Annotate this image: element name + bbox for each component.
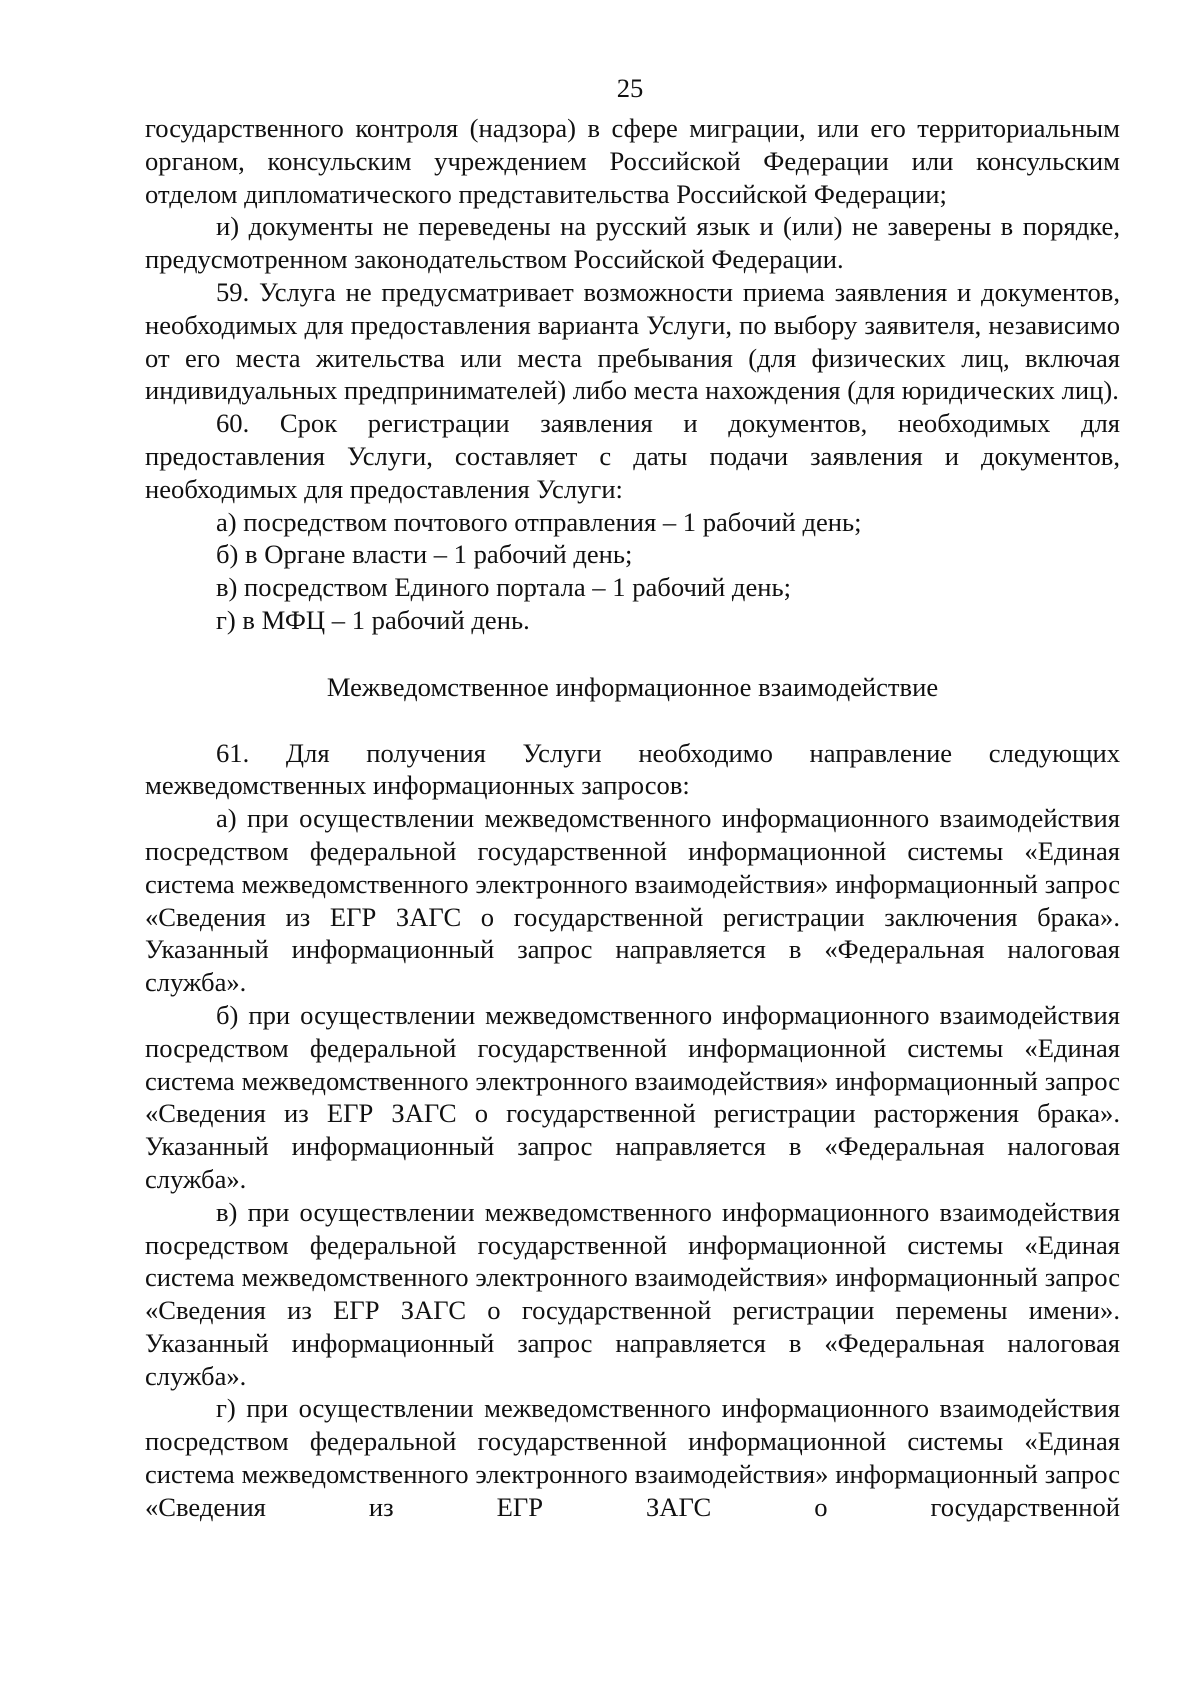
paragraph-60: 60. Срок регистрации заявления и документов, необходимых для предоставления Услуги, составляет с даты подачи заявления и документов, необходимых для предоставления Услуги: [145,408,1120,504]
list-item-v: в) посредством Единого портала – 1 рабочий день; [216,572,792,603]
page-body [145,112,1120,1524]
section-heading: Межведомственное информационное взаимодействие [326,671,939,702]
list-item-a: а) посредством почтового отправления – 1 рабочий день; [216,506,862,537]
page-number: 25 [616,73,644,103]
paragraph-59: 59. Услуга не предусматривает возможности приема заявления и документов, необходимых для предоставления варианта Услуги, по выбору заявителя, независимо от его места жительства или места пребывания (для физических лиц, включая индивидуальных предпринимателей) либо места нахождения (для юридических лиц). [145,276,1120,406]
list-item-b: б) в Органе власти – 1 рабочий день; [216,539,633,570]
paragraph-61-b: б) при осуществлении межведомственного информационного взаимодействия посредством федеральной государственной информационной системы «Единая система межведомственного электронного взаимодействия» информационный запрос «Сведения из ЕГР ЗАГС о государственной регистрации расторжения брака». Указанный информационный запрос направляется в «Федеральная налоговая служба». [145,999,1120,1194]
paragraph-61-g: г) при осуществлении межведомственного информационного взаимодействия посредством федеральной государственной информационной системы «Единая система межведомственного электронного взаимодействия» информационный запрос «Сведения из ЕГР ЗАГС о государственной [145,1393,1120,1522]
paragraph-61: 61. Для получения Услуги необходимо направление следующих межведомственных информационных запросов: [145,737,1120,801]
paragraph-continuation: государственного контроля (надзора) в сфере миграции, или его территориальным органом, консульским учреждением Российской Федерации или консульским отделом дипломатического представительства Российской Федерации; [145,113,1120,209]
paragraph-61-a: а) при осуществлении межведомственного информационного взаимодействия посредством федеральной государственной информационной системы «Единая система межведомственного электронного взаимодействия» информационный запрос «Сведения из ЕГР ЗАГС о государственной регистрации заключения брака». Указанный информационный запрос направляется в «Федеральная налоговая служба». [145,803,1120,998]
paragraph-item-i: и) документы не переведены на русский язык и (или) не заверены в порядке, предусмотренном законодательством Российской Федерации. [145,211,1120,275]
paragraph-61-v: в) при осуществлении межведомственного информационного взаимодействия посредством федеральной государственной информационной системы «Единая система межведомственного электронного взаимодействия» информационный запрос «Сведения из ЕГР ЗАГС о государственной регистрации перемены имени». Указанный информационный запрос направляется в «Федеральная налоговая служба». [145,1196,1120,1391]
list-item-g: г) в МФЦ – 1 рабочий день. [216,604,530,635]
